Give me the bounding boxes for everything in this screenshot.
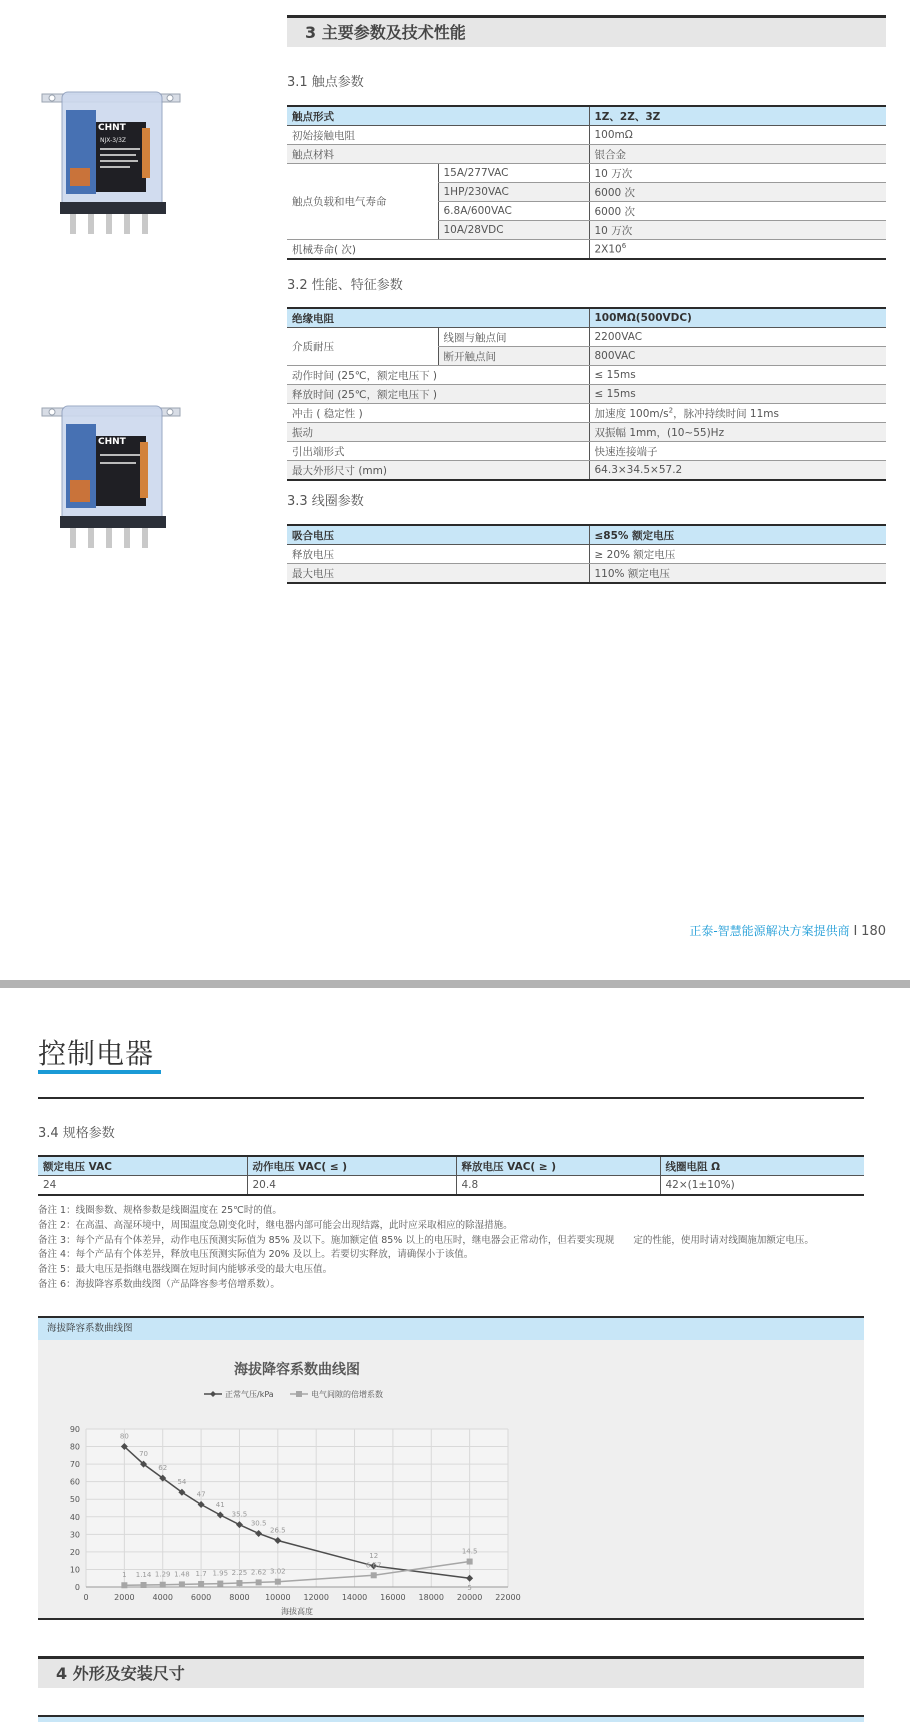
data-point [160,1582,166,1588]
relay-brand-text: CHNT [98,123,126,133]
note-line: 备注 3：每个产品有个体差异，动作电压预测实际值为 85% 及以下。施加额定值 85% 以上的电压时，继电器会正常动作，但若要实现规 定的性能，使用时请对线圈施加额定电压。 [38,1234,814,1246]
data-label: 30.5 [250,1519,267,1528]
data-label: 12 [369,1551,379,1560]
y-tick-label: 20 [69,1547,80,1557]
x-tick-label: 4000 [152,1593,173,1602]
data-label: 2.25 [231,1569,248,1578]
title-underline [38,1070,161,1074]
data-label: 5 [467,1584,472,1593]
data-label: 1.29 [154,1570,171,1579]
x-tick-label: 8000 [229,1593,250,1602]
param-value: 6000 次 [589,183,886,202]
param-label: 释放电压 [287,545,589,564]
shock-value-post: ，脉冲持续时间 11ms [673,407,779,420]
mech-life-base: 2X10 [594,243,622,256]
legend-marker [296,1391,302,1397]
table-row [287,126,886,145]
y-tick-label: 80 [69,1442,80,1452]
param-label: 动作时间 (25℃，额定电压下 ) [287,366,589,385]
section-3-title: 3 主要参数及技术性能 [287,15,886,47]
x-tick-label: 20000 [456,1593,483,1602]
param-value: 6000 次 [589,202,886,221]
header-cell: 1Z、2Z、3Z [589,106,886,126]
param-value: 64.3×34.5×57.2 [589,461,886,481]
chart-strip-title: 海拔降容系数曲线图 [38,1318,864,1340]
spec-value: 4.8 [456,1176,660,1196]
param-label: 振动 [287,423,589,442]
spec-value: 42×(1±10%) [660,1176,864,1196]
data-label: 70 [139,1450,149,1459]
note-line: 备注 6：海拔降容系数曲线图（产品降容参考倍增系数）。 [38,1278,280,1290]
param-label: 介质耐压 [287,328,438,366]
param-value: 10 万次 [589,164,886,183]
notes-block [38,1204,814,1293]
spec-params-table [38,1155,864,1196]
param-value: 10 万次 [589,221,886,240]
data-label: 14.5 [461,1547,478,1556]
performance-params-heading: 3.2 性能、特征参数 [287,278,403,293]
y-tick-label: 70 [69,1460,80,1470]
data-label: 54 [177,1478,187,1487]
param-label: 冲击 ( 稳定性 ) [287,404,589,423]
x-tick-label: 2000 [114,1593,135,1602]
param-value: 银合金 [589,145,886,164]
mech-life-exponent: 6 [621,242,627,251]
table-row [287,240,886,260]
plot-area [86,1429,508,1587]
param-sub-label: 线圈与触点间 [438,328,589,347]
section-4-title: 4 外形及安装尺寸 [38,1656,864,1688]
legend-label: 正常气压/kPa [225,1390,274,1399]
x-tick-label: 12000 [303,1593,329,1602]
param-sub-label: 10A/28VDC [438,221,589,240]
param-value: 2200VAC [589,328,886,347]
data-point [275,1579,281,1585]
x-tick-label: 18000 [418,1593,444,1602]
header-cell: 释放电压 VAC( ≥ ) [456,1156,660,1176]
data-label: 3.02 [270,1567,286,1576]
altitude-derating-chart [38,1340,864,1618]
table-row [287,442,886,461]
param-label: 最大外形尺寸 (mm) [287,461,589,481]
param-value: 110% 额定电压 [589,564,886,584]
table-header-row [287,525,886,545]
table-row [287,145,886,164]
x-tick-label: 0 [83,1593,89,1602]
table-row [287,423,886,442]
param-value [589,240,886,260]
y-tick-label: 90 [69,1425,80,1434]
page-footer [689,922,886,939]
data-label: 1.95 [212,1569,229,1578]
header-cell: ≤85% 额定电压 [589,525,886,545]
title-rule [38,1097,864,1099]
param-value: 快速连接端子 [589,442,886,461]
param-sub-label: 断开触点间 [438,347,589,366]
table-row [287,366,886,385]
table-header-row [287,308,886,328]
header-cell: 触点形式 [287,106,589,126]
header-cell: 100MΩ(500VDC) [589,308,886,328]
contact-params-heading: 3.1 触点参数 [287,75,364,90]
table-row [287,564,886,584]
footer-separator: I [853,924,858,939]
param-value: ≤ 15ms [589,385,886,404]
shock-value-sup: 2 [668,406,674,414]
header-cell: 额定电压 VAC [38,1156,247,1176]
param-value [589,404,886,423]
data-point [236,1580,242,1586]
param-sub-label: 1HP/230VAC [438,183,589,202]
data-point [179,1581,185,1587]
note-line: 备注 2：在高温、高湿环境中，周围温度急剧变化时，继电器内部可能会出现结露，此时应采取相应的除湿措施。 [38,1219,513,1231]
y-tick-label: 0 [74,1583,80,1592]
page-181 [0,988,910,1722]
chart-panel [38,1316,864,1620]
param-value: 100mΩ [589,126,886,145]
param-value: ≤ 15ms [589,366,886,385]
data-label: 1.48 [174,1570,190,1579]
param-value: ≥ 20% 额定电压 [589,545,886,564]
data-label: 6.67 [365,1561,382,1570]
data-label: 47 [196,1490,206,1499]
performance-params-table [287,307,886,481]
x-tick-label: 10000 [265,1593,291,1602]
relay-product-image-2 [40,402,185,554]
chapter-title: 控制电器 [38,1037,155,1070]
x-tick-label: 22000 [495,1593,521,1602]
note-line: 备注 4：每个产品有个体差异，释放电压预测实际值为 20% 及以上。若要切实释放，请确保小于该值。 [38,1249,474,1261]
data-point [141,1582,147,1588]
param-label: 机械寿命( 次) [287,240,589,260]
legend-marker [210,1391,216,1397]
y-tick-label: 10 [69,1565,80,1575]
relay-brand-text-2: CHNT [98,437,126,447]
coil-params-heading: 3.3 线圈参数 [287,494,364,509]
table-header-row [38,1156,864,1176]
page-number: 180 [861,924,886,939]
data-point [256,1579,262,1585]
footer-slogan: 正泰-智慧能源解决方案提供商 [689,924,850,938]
relay-model-text: NJX-3/3Z [100,137,127,144]
header-cell: 绝缘电阻 [287,308,589,328]
data-point [121,1582,127,1588]
param-label: 初始接触电阻 [287,126,589,145]
table-row [287,328,886,347]
y-tick-label: 30 [69,1530,80,1540]
y-tick-label: 50 [69,1495,80,1505]
data-label: 26.5 [270,1526,286,1535]
spec-value: 24 [38,1176,247,1196]
data-point [217,1581,223,1587]
param-label: 释放时间 (25℃，额定电压下 ) [287,385,589,404]
table-header-row [287,106,886,126]
y-tick-label: 40 [69,1512,80,1522]
param-value: 双振幅 1mm，(10~55)Hz [589,423,886,442]
header-cell: 线圈电阻 Ω [660,1156,864,1176]
data-label: 1.14 [135,1570,152,1579]
spec-value: 20.4 [247,1176,456,1196]
table-row [287,164,886,183]
next-table-edge [38,1715,864,1722]
chart-title: 海拔降容系数曲线图 [234,1362,360,1378]
data-label: 62 [158,1464,168,1473]
data-point [198,1581,204,1587]
data-label: 41 [215,1501,225,1510]
table-row [287,461,886,481]
legend-label: 电气间隙的倍增系数 [311,1390,383,1399]
param-label: 触点材料 [287,145,589,164]
shock-value-pre: 加速度 100m/s [594,407,669,420]
param-value: 800VAC [589,347,886,366]
param-sub-label: 6.8A/600VAC [438,202,589,221]
data-label: 2.62 [250,1568,267,1577]
note-line: 备注 5：最大电压是指继电器线圈在短时间内能够承受的最大电压值。 [38,1264,333,1276]
param-label: 最大电压 [287,564,589,584]
table-row [287,545,886,564]
data-point [467,1559,473,1565]
header-cell: 动作电压 VAC( ≤ ) [247,1156,456,1176]
note-line: 备注 1：线圈参数、规格参数是线圈温度在 25℃时的值。 [38,1205,282,1216]
x-axis-label: 海拔高度 [281,1607,313,1616]
header-cell: 吸合电压 [287,525,589,545]
table-row [287,385,886,404]
data-label: 35.5 [231,1510,248,1519]
data-label: 80 [119,1432,129,1441]
x-tick-label: 14000 [341,1593,368,1602]
spec-params-heading: 3.4 规格参数 [38,1126,115,1141]
relay-product-image [40,88,185,240]
data-label: 1 [122,1571,127,1580]
param-label: 触点负载和电气寿命 [287,164,438,240]
x-tick-label: 6000 [190,1593,212,1602]
table-row [287,404,886,423]
x-tick-label: 16000 [380,1593,406,1602]
y-tick-label: 60 [69,1477,80,1487]
param-sub-label: 15A/277VAC [438,164,589,183]
coil-params-table [287,524,886,584]
page-separator [0,980,910,988]
data-label: 1.7 [195,1570,207,1579]
table-row [38,1176,864,1196]
contact-params-table [287,105,886,260]
param-label: 引出端形式 [287,442,589,461]
data-point [371,1572,377,1578]
